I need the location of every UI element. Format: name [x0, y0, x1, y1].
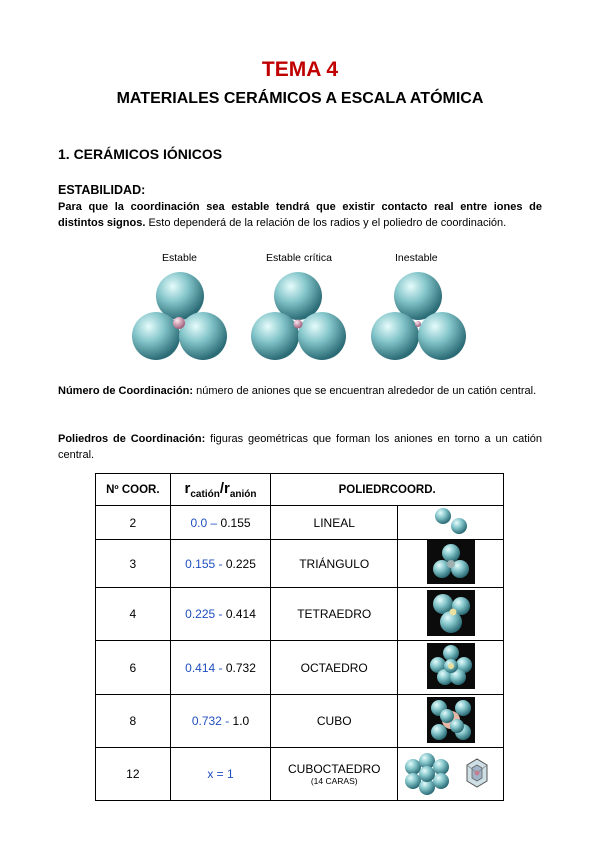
table-header-row	[96, 474, 504, 506]
page-subtitle: MATERIALES CERÁMICOS A ESCALA ATÓMICA	[116, 90, 484, 107]
polyhedron-image-cell	[398, 748, 504, 801]
table-row	[96, 641, 504, 695]
ratio-sep: -	[215, 660, 226, 675]
stability-illustration	[125, 266, 475, 366]
table-row	[96, 506, 504, 540]
stability-text: Esto dependerá de la relación de los radios y el poliedro de coordinación.	[145, 217, 507, 229]
table-row	[96, 540, 504, 588]
polyhedra-bold: Poliedros de Coordinación:	[58, 433, 206, 445]
r-cation: r	[184, 479, 191, 497]
critical-cluster	[251, 272, 346, 360]
ratio-sep: –	[207, 515, 221, 530]
polyhedron-name-cell: TETRAEDRO	[271, 588, 398, 641]
sub-cation: catión	[190, 488, 220, 500]
coord-number-cell: 4	[96, 588, 171, 641]
label-critical: Estable crítica	[266, 252, 332, 264]
triangle-polyhedron-image	[427, 540, 475, 584]
polyhedron-image-cell	[398, 588, 504, 641]
ratio-start: 0.225	[185, 607, 216, 621]
coord-number-cell: 6	[96, 641, 171, 695]
label-stable: Estable	[162, 252, 198, 264]
ratio-start: x = 1	[207, 767, 234, 781]
ratio-end: 0.225	[225, 556, 256, 571]
ratio-sep: -	[215, 607, 226, 621]
stable-cluster	[132, 272, 227, 360]
ratio-cell	[170, 695, 271, 748]
subsection-heading: ESTABILIDAD:	[58, 183, 146, 197]
ratio-start: 0.0	[190, 515, 208, 530]
polyhedron-name-cell: LINEAL	[271, 506, 398, 540]
coord-number-cell: 2	[96, 506, 171, 540]
polyhedron-name-cell	[271, 748, 398, 801]
ratio-end: 0.414	[225, 607, 256, 621]
coord-number-cell: 12	[96, 748, 171, 801]
header-radius-ratio	[170, 474, 271, 506]
polyhedron-image-cell	[398, 540, 504, 588]
octahedron-polyhedron-image	[427, 643, 475, 689]
polyhedra-text: figuras geométricas que forman los aniones en torno a un catión central.	[58, 433, 543, 461]
stability-bold-text: Para que la coordinación sea estable tendrá que existir contacto real entre iones de distintos signos.	[58, 201, 542, 229]
cuboctahedron-polyhedron-image	[403, 751, 499, 795]
page-title: TEMA 4	[261, 58, 339, 81]
polyhedron-name-cell: TRIÁNGULO	[271, 540, 398, 588]
polyhedron-image-cell	[398, 506, 504, 540]
r-anion: r	[224, 479, 230, 497]
ratio-sep: -	[215, 556, 226, 571]
coordination-table	[95, 473, 504, 801]
stability-paragraph	[58, 199, 542, 231]
polyhedron-name: CUBOCTAEDRO	[288, 762, 381, 776]
coord-number-paragraph	[58, 383, 542, 399]
unstable-cluster	[371, 272, 466, 360]
polyhedron-image-cell	[398, 695, 504, 748]
ratio-end: 0.732	[225, 660, 256, 675]
cube-polyhedron-image	[427, 697, 475, 743]
ratio-end: 1.0	[232, 714, 250, 728]
tetrahedron-polyhedron-image	[427, 590, 475, 636]
label-unstable: Inestable	[395, 252, 438, 264]
ratio-cell	[170, 506, 271, 540]
ratio-slash: /	[219, 479, 224, 497]
ratio-cell	[170, 540, 271, 588]
ratio-cell	[170, 748, 271, 801]
ratio-cell	[170, 641, 271, 695]
coord-number-text: número de aniones que se encuentran alrededor de un catión central.	[193, 385, 537, 397]
polyhedron-name-cell: OCTAEDRO	[271, 641, 398, 695]
table-row	[96, 748, 504, 801]
header-coord-number: Nº COOR.	[96, 474, 171, 506]
section-heading: 1. CERÁMICOS IÓNICOS	[58, 146, 223, 162]
ratio-end: 0.155	[220, 515, 251, 530]
ratio-start: 0.732	[191, 714, 222, 728]
polyhedron-name-cell: CUBO	[271, 695, 398, 748]
sub-anion: anión	[229, 488, 257, 500]
polyhedron-image-cell	[398, 641, 504, 695]
ratio-start: 0.414	[185, 660, 216, 675]
table-row	[96, 695, 504, 748]
polyhedron-note: (14 CARAS)	[310, 776, 358, 786]
ratio-sep: -	[221, 714, 233, 728]
linear-polyhedron-image	[431, 506, 471, 536]
header-polyhedron: POLIEDRCOORD.	[271, 474, 504, 506]
coord-number-cell: 3	[96, 540, 171, 588]
coord-number-cell: 8	[96, 695, 171, 748]
polyhedra-paragraph	[58, 431, 542, 463]
table-row	[96, 588, 504, 641]
ratio-start: 0.155	[185, 556, 216, 571]
coord-number-bold: Número de Coordinación:	[58, 385, 194, 397]
ratio-cell	[170, 588, 271, 641]
